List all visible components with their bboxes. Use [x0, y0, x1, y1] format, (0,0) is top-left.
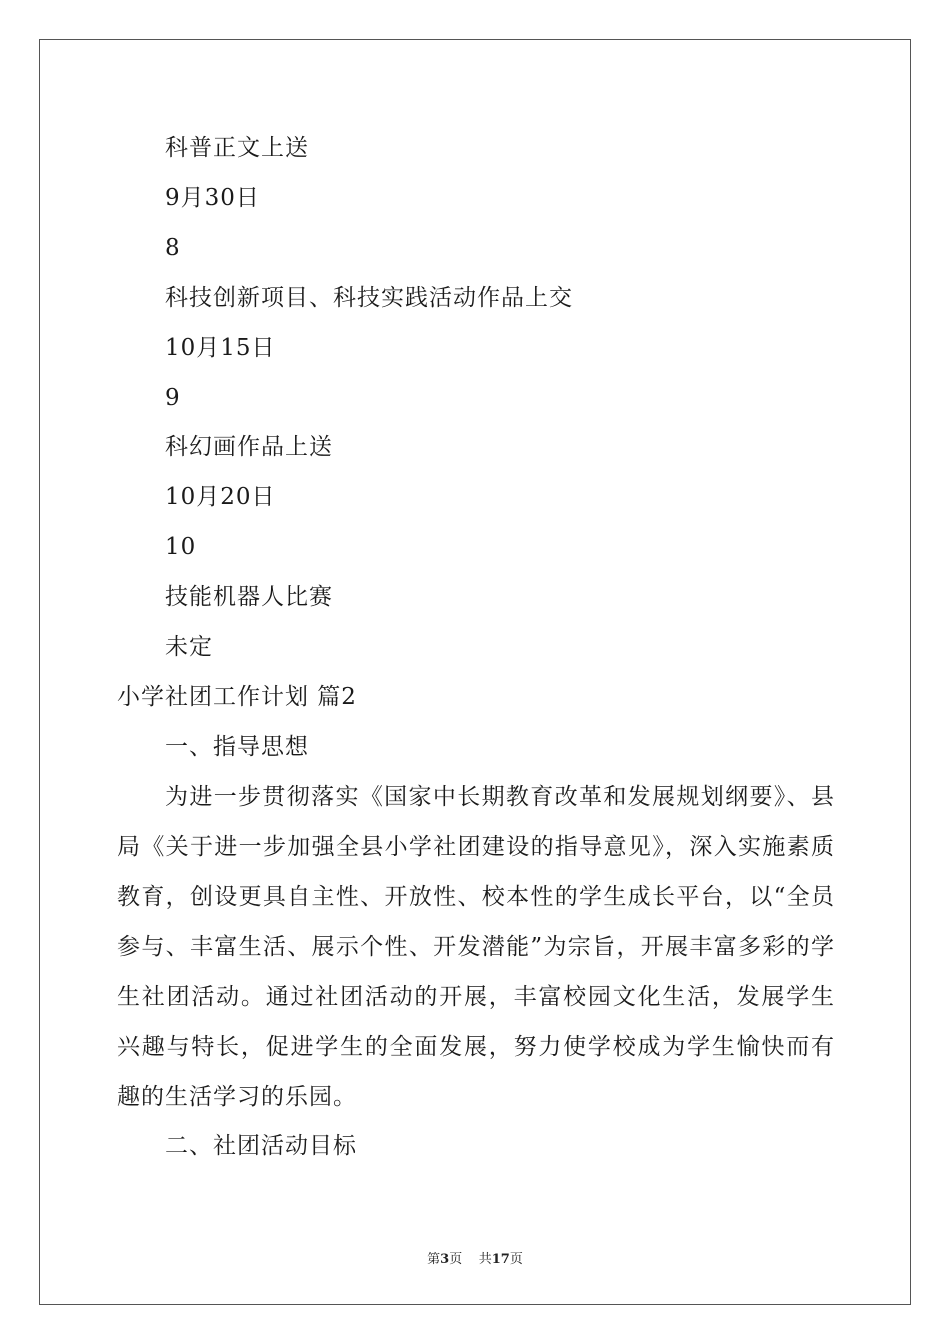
text-line-7: 科幻画作品上送	[165, 434, 333, 460]
footer-total-prefix: 共	[478, 1252, 492, 1267]
heading-guiding-ideology: 一、指导思想	[165, 734, 309, 760]
section-title: 小学社团工作计划 篇2	[117, 684, 357, 710]
text-line-10: 技能机器人比赛	[165, 584, 333, 610]
text-line-1: 科普正文上送	[165, 135, 309, 161]
text-line-11: 未定	[165, 634, 213, 660]
text-line-5: 10月15日	[165, 335, 276, 361]
heading-activity-goals: 二、社团活动目标	[165, 1133, 357, 1159]
text-line-6: 9	[165, 385, 181, 411]
footer-total-suffix: 页	[509, 1252, 523, 1267]
footer-page-suffix: 页	[449, 1252, 463, 1267]
text-line-9: 10	[165, 534, 197, 560]
text-line-3: 8	[165, 235, 181, 261]
page-footer	[0, 1248, 950, 1267]
text-line-4: 科技创新项目、科技实践活动作品上交	[165, 285, 573, 311]
footer-prefix: 第	[427, 1252, 441, 1267]
footer-total-pages: 17	[491, 1252, 510, 1267]
text-line-8: 10月20日	[165, 484, 276, 510]
footer-page-number: 3	[440, 1252, 450, 1267]
text-line-2: 9月30日	[165, 185, 260, 211]
paragraph-guiding-ideology: 为进一步贯彻落实《国家中长期教育改革和发展规划纲要》、县局《关于进一步加强全县小学社团建设的指导意见》，深入实施素质教育，创设更具自主性、开放性、校本性的学生成长平台，以“全员参与、丰富生活、展示个性、开发潜能”为宗旨，开展丰富多彩的学生社团活动。通过社团活动的开展，丰富校园文化生活，发展学生兴趣与特长，促进学生的全面发展，努力使学校成为学生愉快而有趣的生活学习的乐园。	[117, 784, 835, 1110]
